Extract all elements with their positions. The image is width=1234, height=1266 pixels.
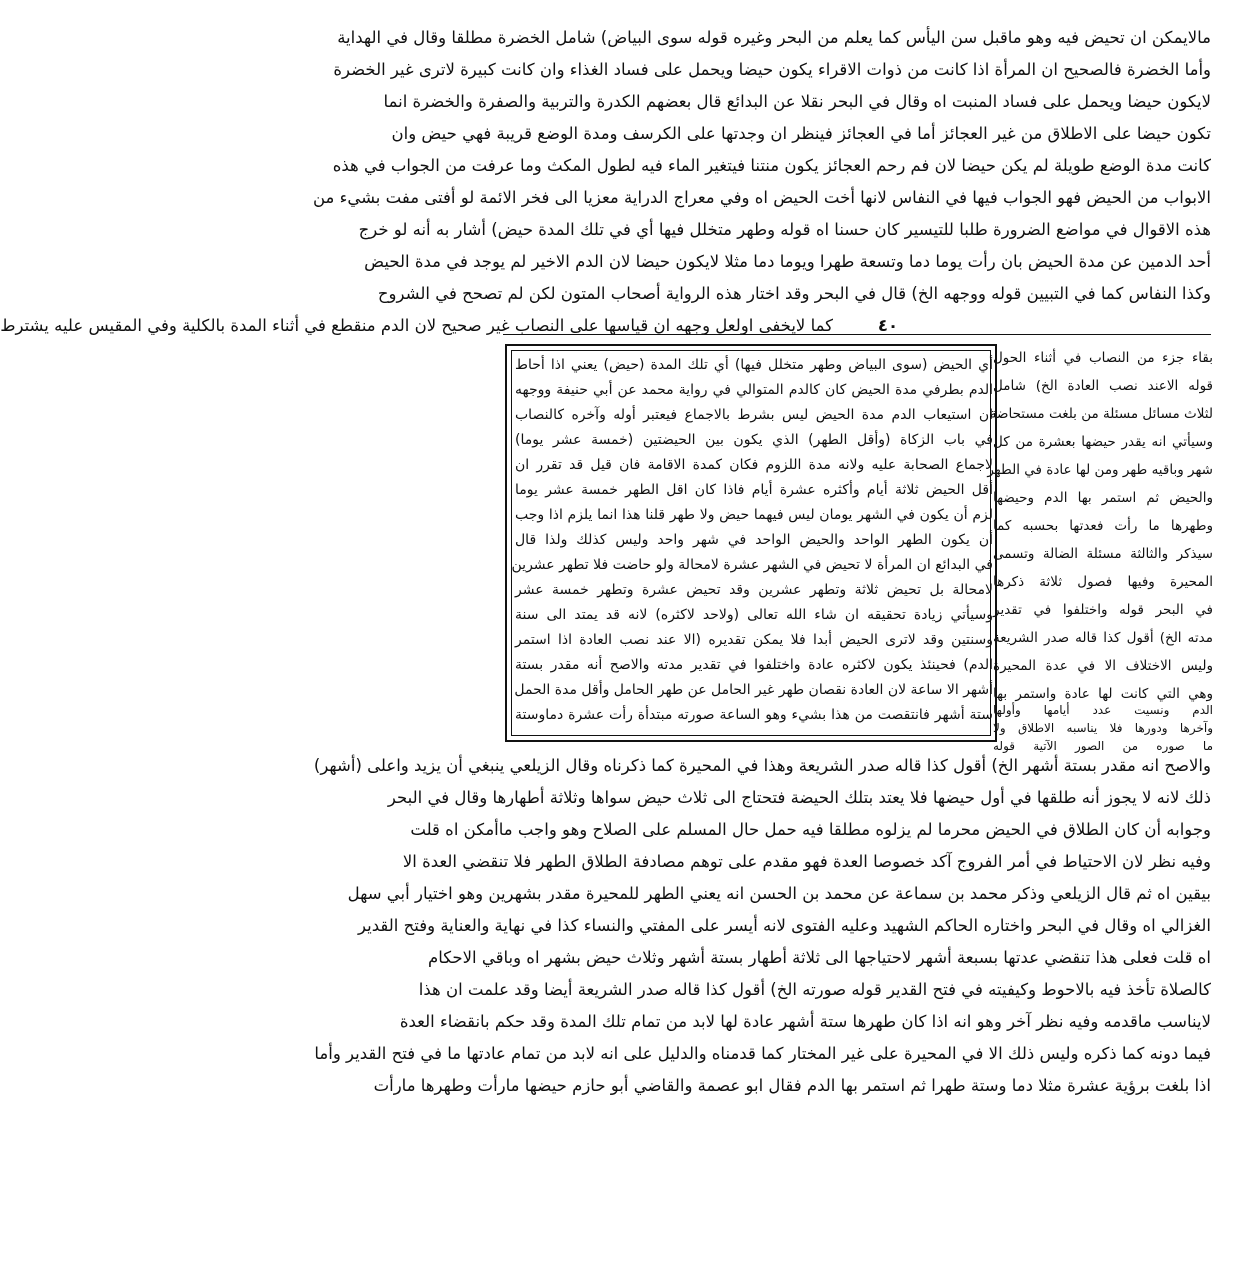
main-text-line: أشهر الا ساعة لان العادة نقصان طهر غير الحامل عن طهر الحامل وأقل مدة الحمل [514, 682, 993, 698]
side-line: مدته الخ) أقول كذا قاله صدر الشريعة [993, 630, 1213, 646]
main-text-line: في باب الزكاة (وأقل الطهر) الذي يكون بين الحيضتين (خمسة عشر يوما) [515, 432, 993, 448]
main-text-line: أن يكون الطهر الواحد والحيض الواحد في شهر واحد وليس كذلك ولذا قال [515, 532, 993, 548]
commentary-line: كانت مدة الوضع طويلة لم يكن حيضا لان فم رحم العجائز يكون منتنا فيتغير الماء فيه لطول المكث وما عرفت من الجواب في هذه [332, 156, 1211, 175]
commentary-line: اذا بلغت برؤية عشرة مثلا دما وستة طهرا ثم استمر بها الدم فقال ابو عصمة والقاضي أبو حازم حيضها مارأت وطهرها مارأت [373, 1076, 1211, 1095]
commentary-line: لايناسب ماقدمه وفيه نظر آخر وهو انه اذا كان طهرها ستة أشهر عادة لها لابد من تمام تلك المدة وقد حكم بانقضاء العدة [399, 1012, 1211, 1031]
commentary-line: والاصح انه مقدر بستة أشهر الخ) أقول كذا قاله صدر الشريعة وهذا في المحيرة كما ذكرناه وقال الزيلعي ينبغي أن يزيد واعلى (أشهر) [313, 756, 1211, 775]
main-text-line: لاجماع الصحابة عليه ولانه مدة اللزوم فكان كمدة الاقامة فان قيل قد تقرر ان [515, 457, 993, 473]
main-text-line: ستة أشهر فانتقصت من هذا بشيء وهو الساعة صورته مبتدأة رأت عشرة دماوستة [515, 707, 993, 723]
page-number: ٤٠ [877, 316, 899, 335]
main-text-line: ان استيعاب الدم مدة الحيض ليس بشرط بالاجماع فيعتبر أوله وآخره كالنصاب [515, 407, 993, 423]
commentary-line: بيقين اه ثم قال الزيلعي وذكر محمد بن سماعة عن محمد بن الحسن انه يعني الطهر للمحيرة مقدر بشهرين وهو اختيار أبي سهل [347, 884, 1211, 903]
side-line: قوله الاعند نصب العادة الخ) شامل [993, 378, 1213, 394]
commentary-line: الابواب من الحيض فهو الجواب فيها في النفاس لانها أخت الحيض اه وفي معراج الدراية معزيا الى فخر الائمة لو أفتى مفت بشيء من [312, 188, 1211, 207]
main-text-line: وسنتين وقد لاترى الحيض أبدا فلا يمكن تقديره (الا عند نصب العادة اذا استمر [515, 632, 993, 648]
commentary-line: وكذا النفاس كما في التبيين قوله ووجهه الخ) قال في البحر وقد اختار هذه الرواية أصحاب المتون لكن لم تصحح في الشروح [377, 284, 1211, 303]
side-line: ما صوره من الصور الآتية قوله [993, 739, 1213, 753]
commentary-line: الغزالي اه وقال في البحر واختاره الحاكم الشهيد وعليه الفتوى لانه أيسر على المفتي والنساء كذا في نهاية والعناية وفتح القدير [358, 916, 1211, 935]
side-line: لثلاث مسائل مسئلة من بلغت مستحاضة [989, 406, 1213, 422]
main-text-line: أقل الحيض ثلاثة أيام وأكثره عشرة أيام فاذا كان اقل الطهر خمسة عشر يوما [515, 482, 993, 498]
main-text-line: الدم) فحينئذ يكون لاكثره عادة واختلفوا في تقدير مدته والاصح أنه مقدر بستة [515, 657, 993, 673]
main-text-line: أي الحيض (سوى البياض وطهر متخلل فيها) أي تلك المدة (حيض) يعني اذا أحاط [515, 357, 993, 373]
main-text-line: وسيأتي زيادة تحقيقه ان شاء الله تعالى (ولاحد لاكثره) لانه قد يمتد الى سنة [515, 607, 993, 623]
commentary-line: كالصلاة تأخذ فيه بالاحوط وكيفيته في فتح القدير قوله صورته الخ) أقول كذا قاله صدر الشريعة أيضا وقد علمت ان هذا [418, 980, 1211, 999]
side-line: في البحر قوله واختلفوا في تقدير [993, 602, 1213, 618]
side-line: وطهرها ما رأت فعدتها بحسبه كما [993, 518, 1213, 534]
commentary-line: كما لايخفى اولعل وجهه ان قياسها على النصاب غير صحيح لان الدم منقطع في أثناء المدة بالكلية وفي المقيس عليه يشترط [0, 316, 833, 335]
commentary-line: تكون حيضا على الاطلاق من غير العجائز أما في العجائز فينظر ان وجدتها على الكرسف ومدة الوضع قريبة فهي حيض وان [391, 124, 1211, 143]
side-line: وليس الاختلاف الا في عدة المحيرة [993, 658, 1213, 674]
commentary-line: مالايمكن ان تحيض فيه وهو ماقبل سن اليأس كما يعلم من البحر وغيره قوله سوى البياض) شامل الخضرة مطلقا وقال في الهداية [337, 28, 1211, 47]
side-line: وسيأتي انه يقدر حيضها بعشرة من كل [993, 434, 1213, 450]
side-line: وآخرها ودورها فلا يناسبه الاطلاق ولا [993, 721, 1213, 735]
side-line: بقاء جزء من النصاب في أثناء الحول [993, 350, 1213, 366]
main-text-line: في البدائع ان المرأة لا تحيض في الشهر عشرة لامحالة ولو حاضت فلا تطهر عشرين [511, 557, 993, 573]
main-text-line: لامحالة بل تحيض ثلاثة وتطهر عشرين وقد تحيض عشرة وتطهر خمسة عشر [515, 582, 993, 598]
side-line: وهي التي كانت لها عادة واستمر بها [993, 686, 1213, 702]
main-text-line: لزم أن يكون في الشهر يومان ليس فيهما حيض ولا طهر قلنا هذا انما يلزم اذا وجب [515, 507, 993, 523]
commentary-line: هذه الاقوال في مواضع الضرورة طلبا للتيسير كان حسنا اه قوله وطهر متخلل فيها أي في تلك المدة حيض) أشار به أنه لو خرج [358, 220, 1211, 239]
side-line: المحيرة وفيها فصول ثلاثة ذكرها [993, 574, 1213, 590]
commentary-line: وفيه نظر لان الاحتياط في أمر الفروج آكد خصوصا العدة فهو مقدم على توهم مصادفة الطلاق الطهر فلا تنقضي العدة الا [402, 852, 1211, 871]
commentary-line: أحد الدمين عن مدة الحيض بان رأت يوما دما وتسعة طهرا ويوما دما مثلا لايكون حيضا لان الدم الاخير لم يوجد في مدة الحيض [364, 252, 1211, 271]
main-text-line: الدم بطرفي مدة الحيض كان كالدم المتوالي في رواية محمد عن أبي حنيفة ووجهه [515, 382, 993, 398]
commentary-line: وجوابه أن كان الطلاق في الحيض محرما لم يزلوه مطلقا فيه حمل حال المسلم على الصلاح وهو واجب ماأمكن اه قلت [410, 820, 1211, 839]
commentary-line: اه قلت فعلى هذا تنقضي عدتها بسبعة أشهر لاحتياجها الى ثلاثة أطهار بستة أشهر وثلاث حيض بشهر اه وباقي الاحكام [428, 948, 1211, 967]
side-line: شهر وباقيه طهر ومن لها عادة في الطهر [987, 462, 1213, 478]
commentary-line: لايكون حيضا ويحمل على فساد المنبت اه وقال في البحر نقلا عن البدائع قال بعضهم الكدرة والتربية والصفرة والخضرة انما [383, 92, 1211, 111]
commentary-line: فيما دونه كما ذكره وليس ذلك الا في المحيرة على غير المختار كما قدمناه والدليل على انه لابد من تمام عادتها ما في فتح القدير وأما [314, 1044, 1211, 1063]
side-line: والحيض ثم استمر بها الدم وحيضها [993, 490, 1213, 506]
section-divider [503, 334, 1211, 343]
commentary-line: ذلك لانه لا يجوز أنه طلقها في أول حيضها فلا يعتد بتلك الحيضة فتحتاج الى ثلاث حيض سواها وثلاثة أطهارها وقال في البحر [387, 788, 1211, 807]
side-line: الدم ونسيت عدد أيامها وأولها [993, 703, 1213, 717]
commentary-line: وأما الخضرة فالصحيح ان المرأة اذا كانت من ذوات الاقراء يكون حيضا ويحمل على فساد الغذاء وان كانت كبيرة لاترى غير الخضرة [333, 60, 1211, 79]
side-line: سيذكر والثالثة مسئلة الضالة وتسمى [993, 546, 1213, 562]
